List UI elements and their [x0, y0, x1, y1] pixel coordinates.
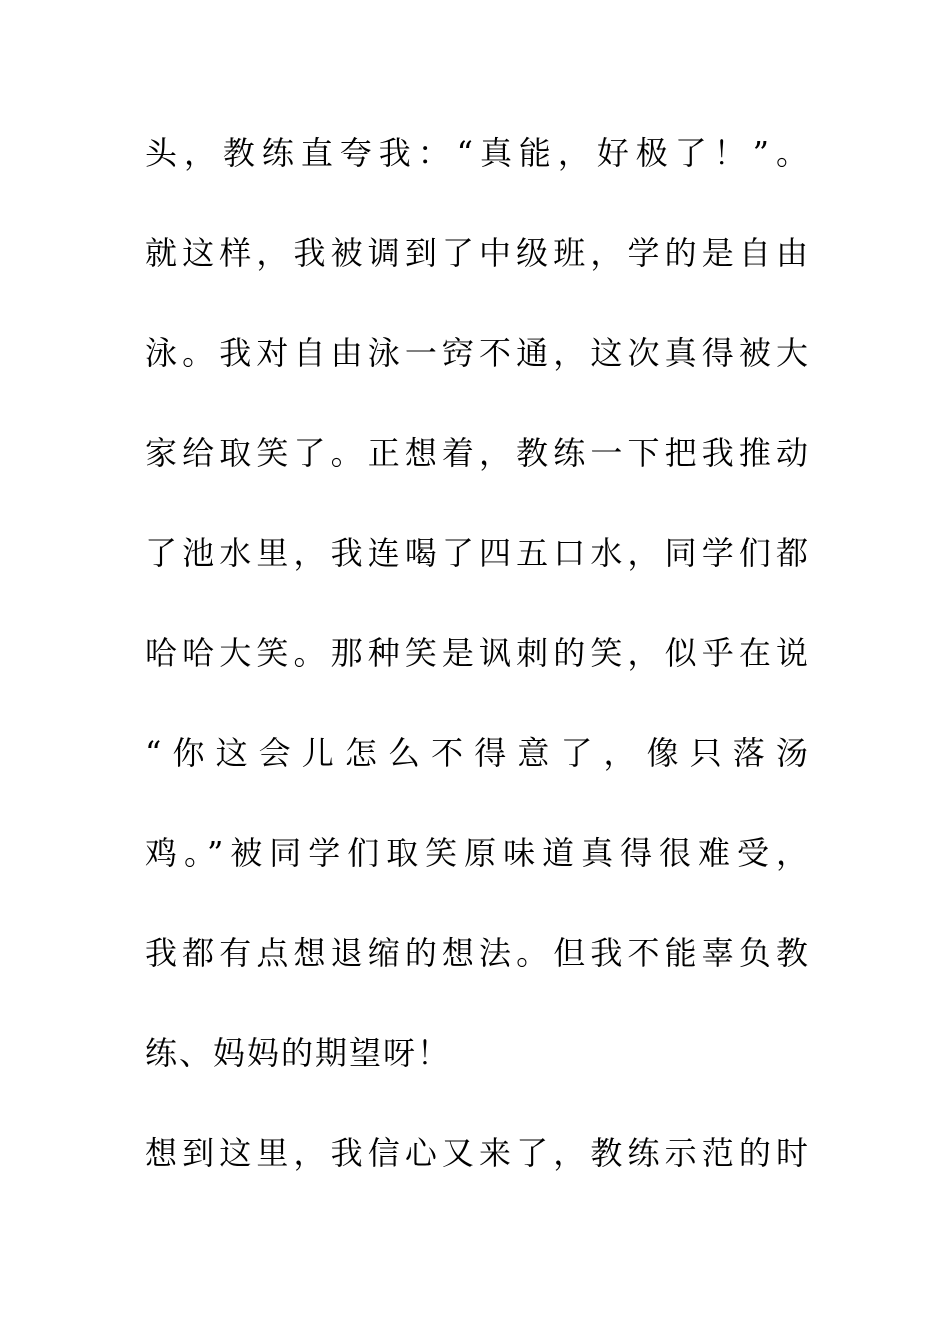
text-line-1: 头，教练直夸我：“真能，好极了！”。 — [145, 134, 810, 172]
text-line-11: 想到这里，我信心又来了，教练示范的时 — [145, 1134, 810, 1172]
body-text — [145, 128, 810, 1228]
text-line-5: 了池水里，我连喝了四五口水，同学们都 — [145, 534, 810, 572]
text-line-10: 练、妈妈的期望呀！ — [145, 1034, 452, 1072]
text-line-4: 家给取笑了。正想着，教练一下把我推动 — [145, 434, 810, 472]
text-line-9: 我都有点想退缩的想法。但我不能辜负教 — [145, 934, 810, 972]
text-line-7: “你这会儿怎么不得意了，像只落汤 — [145, 734, 810, 772]
text-line-6: 哈哈大笑。那种笑是讽刺的笑，似乎在说 — [145, 634, 810, 672]
text-line-8: 鸡。”被同学们取笑原味道真得很难受， — [145, 834, 810, 872]
text-line-2: 就这样，我被调到了中级班，学的是自由 — [145, 234, 810, 272]
text-line-3: 泳。我对自由泳一窍不通，这次真得被大 — [145, 334, 810, 372]
